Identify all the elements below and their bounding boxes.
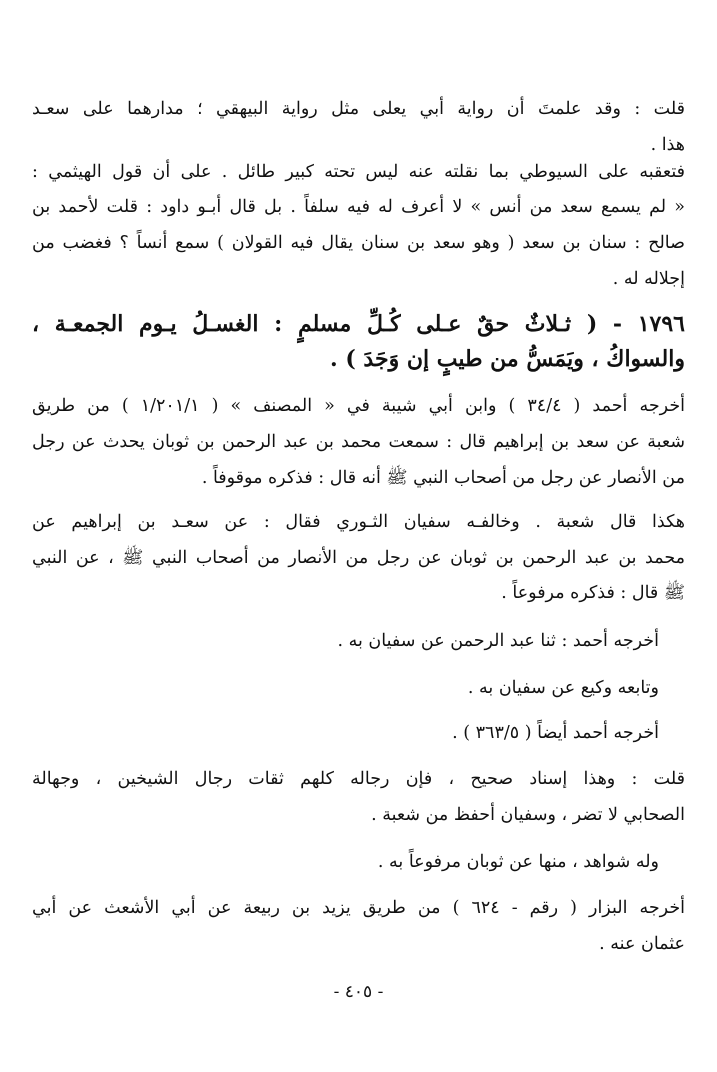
page-number: - ٤٠٥ - bbox=[333, 982, 384, 1002]
text-line: شعبة عن سعد بن إبراهيم قال : سمعت محمد بن عبد الرحمن بن ثوبان يحدث عن رجل bbox=[32, 432, 685, 452]
text-line: أخرجه البزار ( رقم - ٦٢٤ ) من طريق يزيد بن ربيعة عن أبي الأشعث عن أبي bbox=[32, 898, 686, 918]
text-line: إجلاله له . bbox=[612, 269, 685, 289]
text-line: أخرجه أحمد : ثنا عبد الرحمن عن سفيان به . bbox=[337, 631, 659, 651]
text-line: محمد بن عبد الرحمن بن ثوبان عن رجل من الأنصار من أصحاب النبي ﷺ ، عن النبي bbox=[32, 548, 685, 568]
text-line: قلت : وقد علمتَ أن رواية أبي يعلى مثل رواية البيهقي ؛ مدارهما على سعـد bbox=[32, 99, 685, 119]
text-line: ﷺ قال : فذكره مرفوعاً . bbox=[501, 583, 685, 603]
text-line: فتعقبه على السيوطي بما نقلته عنه ليس تحته كبير طائل . على أن قول الهيثمي : bbox=[32, 162, 685, 182]
text-line: أخرجه أحمد ( ٣٤/٤ ) وابن أبي شيبة في « المصنف » ( ١/٢٠١/١ ) من طريق bbox=[32, 396, 685, 416]
text-line: عثمان عنه . bbox=[599, 934, 685, 954]
hadith-heading: ١٧٩٦ - ( ثـلاثٌ حقٌ عـلى كُـلِّ مسلمٍ : الغسـلُ يـوم الجمعـة ، bbox=[32, 311, 685, 337]
text-line: أخرجه أحمد أيضاً ( ٣٦٣/٥ ) . bbox=[452, 723, 659, 743]
text-line: هذا . bbox=[650, 135, 685, 155]
text-line: قلت : وهذا إسناد صحيح ، فإن رجاله كلهم ثقات رجال الشيخين ، وجهالة bbox=[32, 769, 685, 789]
hadith-heading: والسواكُ ، ويَمَسُّ من طيبٍ إن وَجَدَ ) . bbox=[330, 346, 685, 372]
text-line: من الأنصار عن رجل من أصحاب النبي ﷺ أنه قال : فذكره موقوفاً . bbox=[201, 468, 685, 488]
text-line: صالح : سنان بن سعد ( وهو سعد بن سنان يقال فيه القولان ) سمع أنساً ؟ فغضب من bbox=[32, 233, 685, 253]
text-line: « لم يسمع سعد من أنس » لا أعرف له فيه سلفاً . بل قال أبـو داود : قلت لأحمد بن bbox=[32, 197, 685, 217]
text-line: وتابعه وكيع عن سفيان به . bbox=[467, 678, 659, 698]
text-line: الصحابي لا تضر ، وسفيان أحفظ من شعبة . bbox=[371, 805, 685, 825]
text-line: هكذا قال شعبة . وخالفـه سفيان الثـوري فقال : عن سعـد بن إبراهيم عن bbox=[32, 512, 685, 532]
text-line: وله شواهد ، منها عن ثوبان مرفوعاً به . bbox=[377, 852, 659, 872]
